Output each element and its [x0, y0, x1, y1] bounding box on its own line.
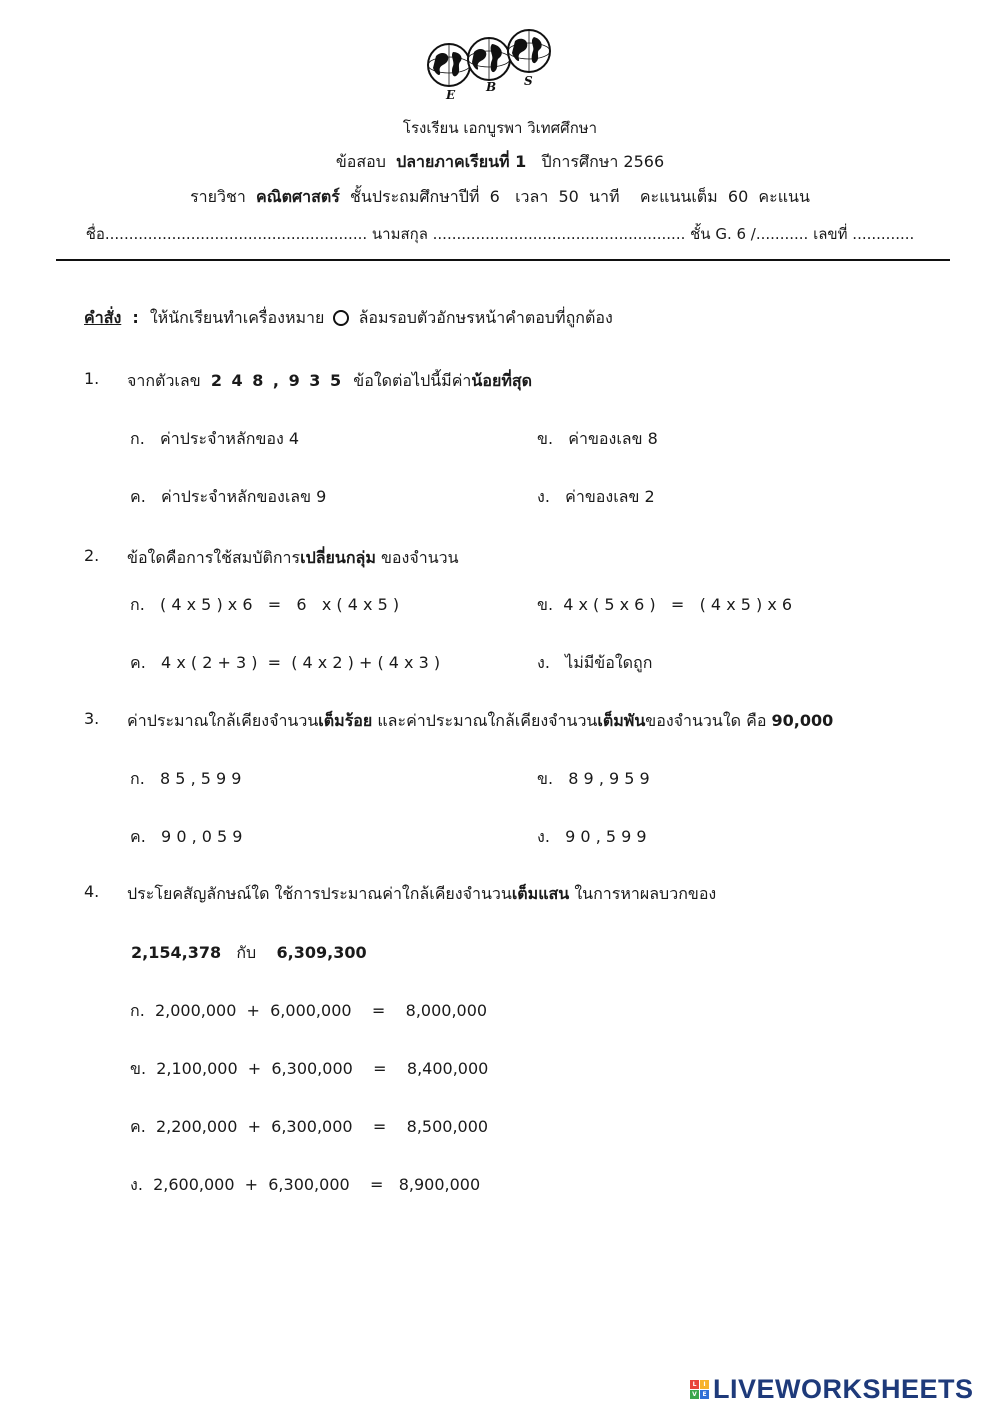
q4-operand-a: 2,154,378: [131, 943, 222, 962]
q3-text-b: และค่าประมาณใกล้เคียงจำนวน: [372, 711, 598, 730]
q4-text-before: ประโยคสัญลักษณ์ใด ใช้การประมาณค่าใกล้เคียงจำนวน: [127, 884, 512, 903]
q3-emphasis-a: เต็มร้อย: [318, 711, 373, 730]
q1-text: [127, 369, 532, 394]
school-logo: [424, 26, 556, 104]
q2-option-a[interactable]: ก. ( 4 x 5 ) x 6 = 6 x ( 4 x 5 ): [130, 595, 400, 614]
logo-letter-e: E: [446, 88, 456, 102]
q3-emphasis-c: 90,000: [771, 711, 834, 730]
q2-option-c[interactable]: ค. 4 x ( 2 + 3 ) = ( 4 x 2 ) + ( 4 x 3 ): [130, 653, 441, 672]
q4-connector: กับ: [236, 943, 257, 962]
q4-number: 4.: [84, 882, 100, 901]
q1-number-value: 2 4 8 , 9 3 5: [210, 371, 344, 390]
school-name: โรงเรียน เอกบูรพา วิเทศศึกษา: [402, 119, 598, 137]
q2-option-b[interactable]: ข. 4 x ( 5 x 6 ) = ( 4 x 5 ) x 6: [537, 595, 793, 614]
logo-letter-b: B: [486, 80, 497, 94]
instruction-text-after: ล้อมรอบตัวอักษรหน้าคำตอบที่ถูกต้อง: [358, 308, 613, 327]
q1-text-middle: ข้อใดต่อไปนี้มีค่า: [353, 371, 472, 390]
q1-option-a[interactable]: ก. ค่าประจำหลักของ 4: [130, 429, 300, 448]
globe-icon: [506, 28, 552, 74]
student-info-line: ชื่อ....................................................... นามสกุล ..................................................... ชั้น G. 6 /........... เลขที่ .............: [85, 225, 915, 243]
q4-emphasis: เต็มแสน: [511, 884, 570, 903]
q4-option-d[interactable]: ง. 2,600,000 + 6,300,000 = 8,900,000: [130, 1175, 481, 1194]
instruction-label: คำสั่ง: [84, 308, 122, 327]
q4-option-b[interactable]: ข. 2,100,000 + 6,300,000 = 8,400,000: [130, 1059, 489, 1078]
q2-text-after: ของจำนวน: [375, 548, 459, 567]
logo-cell-l: L: [690, 1380, 699, 1389]
exam-term: ปลายภาคเรียนที่ 1: [396, 152, 527, 171]
q1-text-before: จากตัวเลข: [127, 371, 201, 390]
subject-details: ชั้นประถมศึกษาปีที่ 6 เวลา 50 นาที คะแนนเต็ม 60 คะแนน: [350, 187, 810, 206]
subject-name: คณิตศาสตร์: [256, 187, 340, 206]
q2-text: [127, 546, 459, 571]
q3-number: 3.: [84, 709, 100, 728]
logo-cell-i: I: [700, 1380, 709, 1389]
circle-symbol-icon: [333, 310, 349, 326]
q4-operands: [131, 941, 367, 966]
q3-option-c[interactable]: ค. 9 0 , 0 5 9: [130, 827, 243, 846]
q3-text: [127, 709, 833, 734]
instruction-text-before: ให้นักเรียนทำเครื่องหมาย: [149, 308, 325, 327]
q1-option-c[interactable]: ค. ค่าประจำหลักของเลข 9: [130, 487, 327, 506]
logo-cell-e: E: [700, 1390, 709, 1399]
logo-letter-s: S: [524, 74, 533, 88]
q4-text-after: ในการหาผลบวกของ: [569, 884, 717, 903]
header-divider: [56, 259, 950, 261]
instruction-colon: :: [132, 308, 139, 327]
q1-number: 1.: [84, 369, 100, 388]
q3-option-b[interactable]: ข. 8 9 , 9 5 9: [537, 769, 650, 788]
q1-option-b[interactable]: ข. ค่าของเลข 8: [537, 429, 658, 448]
instruction: [84, 306, 613, 331]
liveworksheets-text: LIVEWORKSHEETS: [713, 1373, 974, 1404]
liveworksheets-logo-icon: [690, 1380, 709, 1399]
q3-option-a[interactable]: ก. 8 5 , 5 9 9: [130, 769, 242, 788]
q1-emphasis: น้อยที่สุด: [471, 371, 533, 390]
q2-option-d[interactable]: ง. ไม่มีข้อใดถูก: [537, 653, 653, 672]
q2-text-before: ข้อใดคือการใช้สมบัติการ: [127, 548, 301, 567]
subject-prefix: รายวิชา: [190, 187, 246, 206]
logo-cell-v: V: [690, 1390, 699, 1399]
q1-option-d[interactable]: ง. ค่าของเลข 2: [537, 487, 655, 506]
exam-title: [0, 150, 1000, 175]
q3-emphasis-b: เต็มพัน: [597, 711, 646, 730]
subject-line: [0, 185, 1000, 210]
q4-text: [127, 882, 716, 907]
q4-option-a[interactable]: ก. 2,000,000 + 6,000,000 = 8,000,000: [130, 1001, 488, 1020]
liveworksheets-watermark: [690, 1374, 974, 1404]
exam-prefix: ข้อสอบ: [335, 152, 386, 171]
q3-text-c: ของจำนวนใด คือ: [645, 711, 772, 730]
q2-emphasis: เปลี่ยนกลุ่ม: [300, 548, 376, 567]
q4-operand-b: 6,309,300: [276, 943, 367, 962]
q3-text-a: ค่าประมาณใกล้เคียงจำนวน: [127, 711, 319, 730]
q4-option-c[interactable]: ค. 2,200,000 + 6,300,000 = 8,500,000: [130, 1117, 489, 1136]
q2-number: 2.: [84, 546, 100, 565]
q3-option-d[interactable]: ง. 9 0 , 5 9 9: [537, 827, 647, 846]
exam-year: ปีการศึกษา 2566: [541, 152, 665, 171]
